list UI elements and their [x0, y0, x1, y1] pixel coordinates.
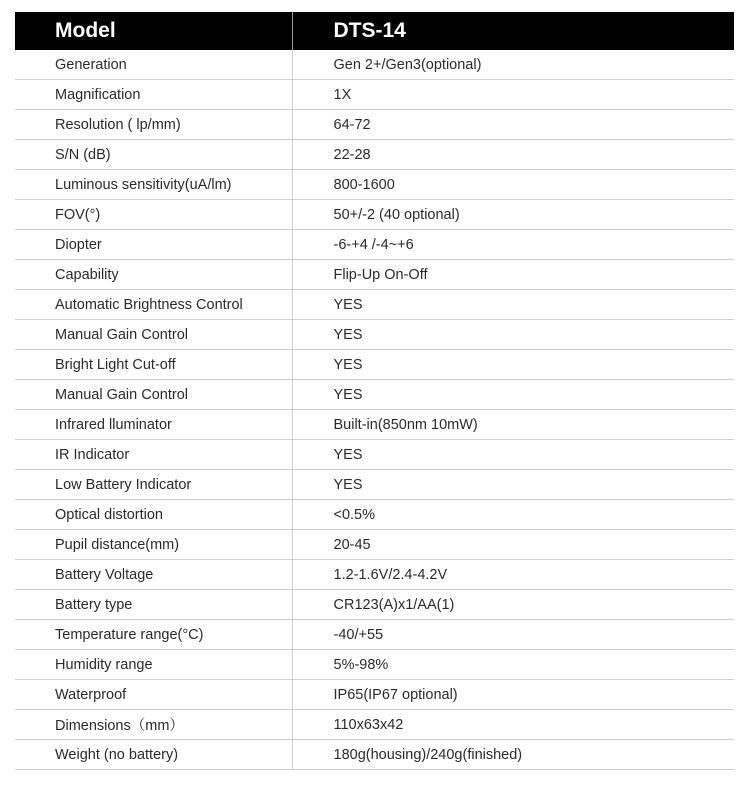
spec-value-cell: YES — [292, 470, 734, 500]
table-body — [15, 50, 734, 770]
table-row — [15, 140, 734, 170]
table-row — [15, 290, 734, 320]
spec-value-cell: 50+/-2 (40 optional) — [292, 200, 734, 230]
spec-label-cell: Resolution ( lp/mm) — [15, 110, 292, 140]
spec-label-cell: Waterproof — [15, 680, 292, 710]
spec-value-cell: <0.5% — [292, 500, 734, 530]
table-row — [15, 500, 734, 530]
spec-label-cell: Pupil distance(mm) — [15, 530, 292, 560]
spec-label-cell: Manual Gain Control — [15, 380, 292, 410]
spec-value-cell: 110x63x42 — [292, 710, 734, 740]
table-row — [15, 50, 734, 80]
table-row — [15, 260, 734, 290]
spec-label-cell: Automatic Brightness Control — [15, 290, 292, 320]
spec-label-cell: IR Indicator — [15, 440, 292, 470]
spec-value-cell: 20-45 — [292, 530, 734, 560]
table-row — [15, 230, 734, 260]
table-header — [15, 12, 734, 50]
spec-value-cell: YES — [292, 290, 734, 320]
spec-table — [15, 12, 734, 770]
table-row — [15, 200, 734, 230]
spec-label-cell: Battery Voltage — [15, 560, 292, 590]
header-value-cell: DTS-14 — [292, 12, 734, 50]
spec-label-cell: Diopter — [15, 230, 292, 260]
table-row — [15, 320, 734, 350]
spec-value-cell: 64-72 — [292, 110, 734, 140]
spec-value-cell: CR123(A)x1/AA(1) — [292, 590, 734, 620]
spec-value-cell: Flip-Up On-Off — [292, 260, 734, 290]
table-row — [15, 740, 734, 770]
spec-label-cell: Low Battery Indicator — [15, 470, 292, 500]
spec-value-cell: YES — [292, 320, 734, 350]
table-row — [15, 110, 734, 140]
spec-label-cell: S/N (dB) — [15, 140, 292, 170]
spec-label-cell: Bright Light Cut-off — [15, 350, 292, 380]
table-row — [15, 350, 734, 380]
spec-value-cell: 800-1600 — [292, 170, 734, 200]
spec-label-cell: Manual Gain Control — [15, 320, 292, 350]
spec-label-cell: Battery type — [15, 590, 292, 620]
table-row — [15, 170, 734, 200]
spec-label-cell: Weight (no battery) — [15, 740, 292, 770]
table-row — [15, 680, 734, 710]
table-row — [15, 80, 734, 110]
table-row — [15, 650, 734, 680]
header-label-cell: Model — [15, 12, 292, 50]
spec-value-cell: YES — [292, 380, 734, 410]
spec-value-cell: YES — [292, 440, 734, 470]
spec-value-cell: -6-+4 /-4~+6 — [292, 230, 734, 260]
table-row — [15, 470, 734, 500]
header-row — [15, 12, 734, 50]
spec-label-cell: Temperature range(°C) — [15, 620, 292, 650]
table-row — [15, 530, 734, 560]
table-row — [15, 410, 734, 440]
spec-value-cell: Gen 2+/Gen3(optional) — [292, 50, 734, 80]
spec-value-cell: YES — [292, 350, 734, 380]
spec-value-cell: 22-28 — [292, 140, 734, 170]
spec-label-cell: FOV(°) — [15, 200, 292, 230]
spec-value-cell: IP65(IP67 optional) — [292, 680, 734, 710]
spec-label-cell: Generation — [15, 50, 292, 80]
spec-value-cell: -40/+55 — [292, 620, 734, 650]
table-row — [15, 380, 734, 410]
table-row — [15, 560, 734, 590]
spec-label-cell: Magnification — [15, 80, 292, 110]
spec-label-cell: Dimensions（mm） — [15, 710, 292, 740]
table-row — [15, 440, 734, 470]
spec-label-cell: Optical distortion — [15, 500, 292, 530]
spec-value-cell: 1X — [292, 80, 734, 110]
spec-label-cell: Infrared lluminator — [15, 410, 292, 440]
spec-label-cell: Humidity range — [15, 650, 292, 680]
spec-value-cell: 5%-98% — [292, 650, 734, 680]
spec-label-cell: Luminous sensitivity(uA/lm) — [15, 170, 292, 200]
table-row — [15, 620, 734, 650]
spec-value-cell: 180g(housing)/240g(finished) — [292, 740, 734, 770]
table-row — [15, 590, 734, 620]
table-row — [15, 710, 734, 740]
spec-label-cell: Capability — [15, 260, 292, 290]
spec-value-cell: 1.2-1.6V/2.4-4.2V — [292, 560, 734, 590]
spec-value-cell: Built-in(850nm 10mW) — [292, 410, 734, 440]
